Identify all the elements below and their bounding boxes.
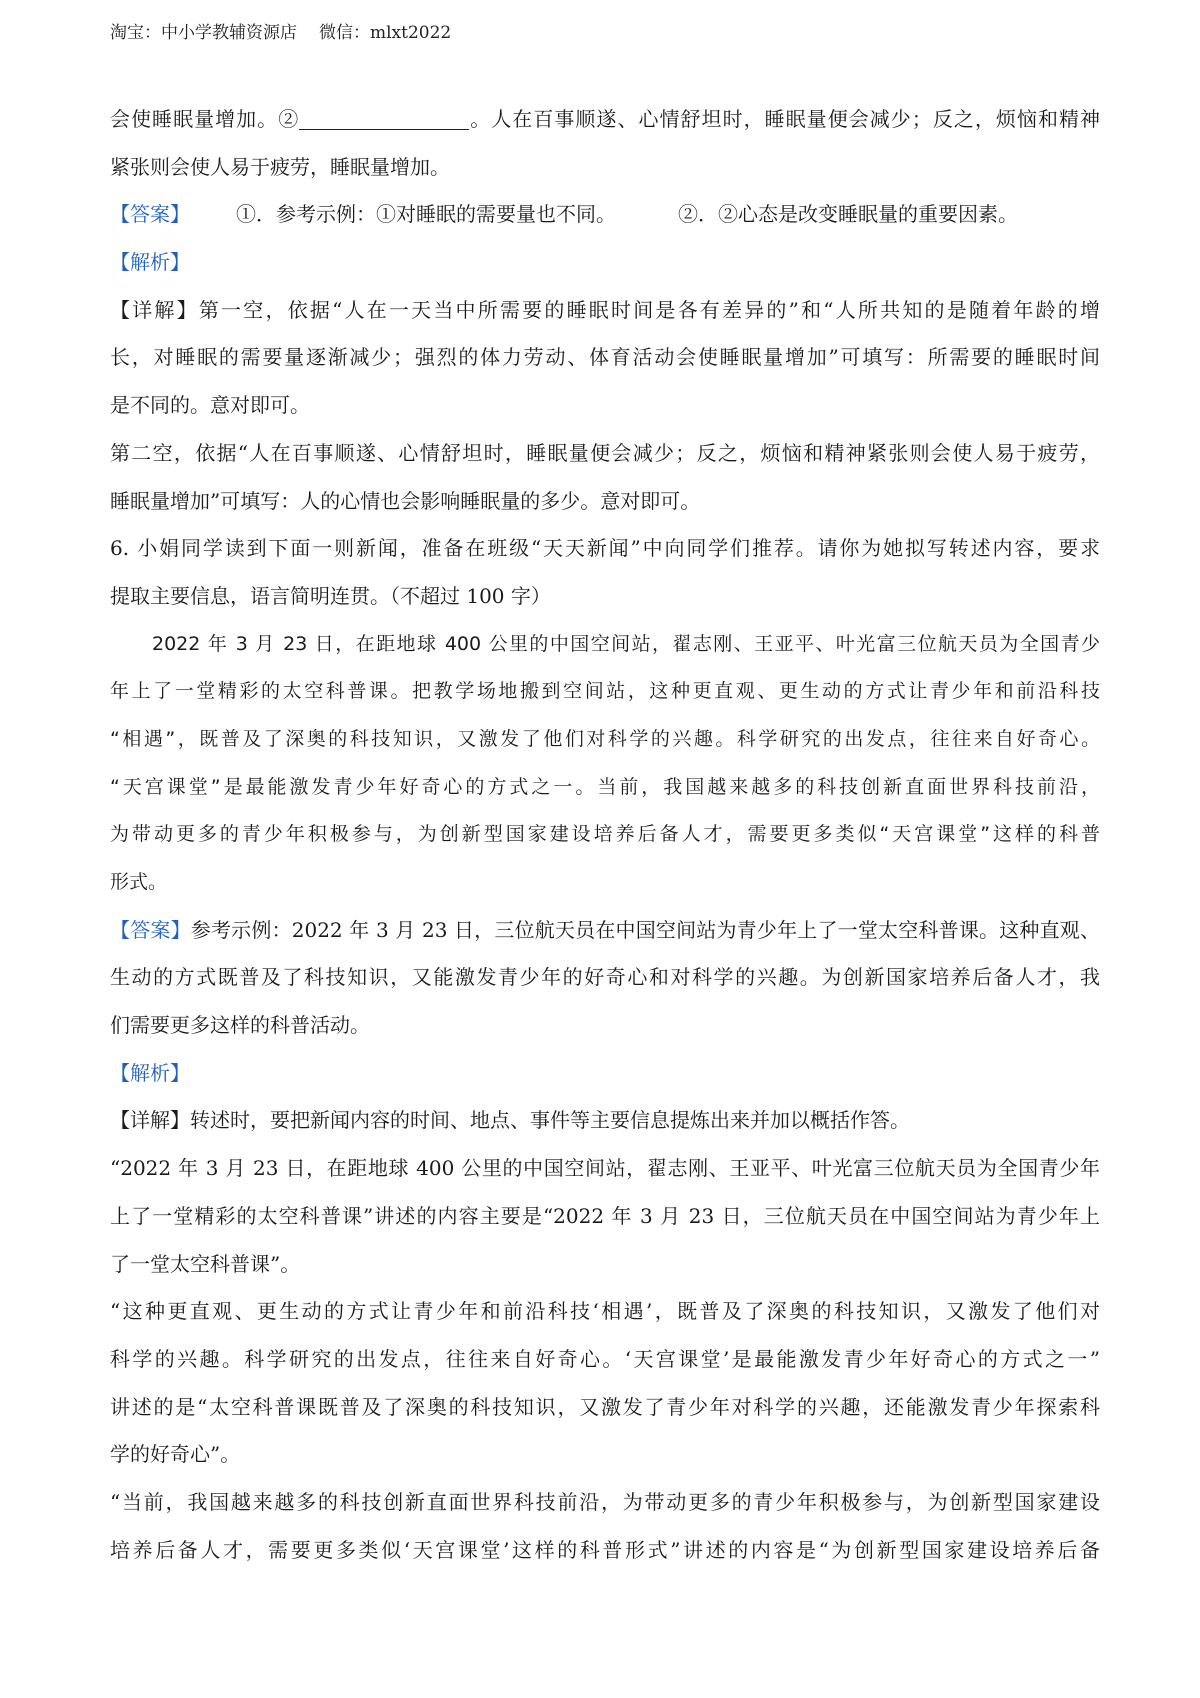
text-line: 上了一堂精彩的太空科普课”讲述的内容主要是“2022 年 3 月 23 日，三位航天员在中国空间站为青少年上 [110, 1203, 1100, 1228]
document-body [110, 96, 1100, 1574]
text-line: 睡眠量增加”可填写：人的心情也会影响睡眠量的多少。意对即可。 [110, 488, 701, 513]
shop-name: 淘宝：中小学教辅资源店 [110, 23, 297, 43]
news-line: 形式。 [110, 871, 168, 893]
text-line: “当前，我国越来越多的科技创新直面世界科技前沿，为带动更多的青少年积极参与，为创新型国家建设 [110, 1489, 1100, 1514]
news-line: “天宫课堂”是最能激发青少年好奇心的方式之一。当前，我国越来越多的科技创新直面世界科技前沿， [110, 775, 1100, 798]
text-line: 会使睡眠量增加。② 。人在百事顺遂、心情舒坦时，睡眠量便会减少；反之，烦恼和精神 [110, 107, 1101, 131]
text-line: 们需要更多这样的科普活动。 [110, 1013, 370, 1038]
wechat-id: 微信：mlxt2022 [319, 23, 452, 43]
page-header [110, 18, 451, 43]
answer-tag: 【答案】 [110, 202, 190, 227]
question-line: 6. 小娟同学读到下面一则新闻，准备在班级“天天新闻”中向同学们推荐。请你为她拟写转述内容，要求 [110, 536, 1100, 561]
text-line: 长，对睡眠的需要量逐渐减少；强烈的体力劳动、体育活动会使睡眠量增加”可填写：所需要的睡眠时间 [110, 345, 1100, 370]
answer-item: ①．参考示例：①对睡眠的需要量也不同。 [236, 202, 616, 227]
news-line: 年上了一堂精彩的太空科普课。把教学场地搬到空间站，这种更直观、更生动的方式让青少年和前沿科技 [110, 680, 1100, 703]
text-line: 【详解】第一空，依据“人在一天当中所需要的睡眠时间是各有差异的”和“人所共知的是随着年龄的增 [110, 297, 1100, 322]
text-line: 【详解】转述时，要把新闻内容的时间、地点、事件等主要信息提炼出来并加以概括作答。 [110, 1108, 910, 1133]
text-line: 学的好奇心”。 [110, 1442, 241, 1467]
news-line: “相遇”，既普及了深奥的科技知识，又激发了他们对科学的兴趣。科学研究的出发点，往往来自好奇心。 [110, 727, 1100, 750]
answer-line: 【答案】参考示例：2022 年 3 月 23 日，三位航天员在中国空间站为青少年上了一堂太空科普课。这种直观、 [110, 917, 1101, 942]
question-line: 提取主要信息，语言简明连贯。（不超过 100 字） [110, 583, 551, 608]
analysis-tag: 【解析】 [110, 1060, 190, 1085]
text-line: 科学的兴趣。科学研究的出发点，往往来自好奇心。‘天宫课堂’是最能激发青少年好奇心的方式之一” [110, 1346, 1100, 1371]
news-line: 为带动更多的青少年积极参与，为创新型国家建设培养后备人才，需要更多类似“天宫课堂”这样的科普 [110, 823, 1100, 846]
fill-blank [299, 107, 469, 130]
text-line: 培养后备人才，需要更多类似‘天宫课堂’这样的科普形式”讲述的内容是“为创新型国家建设培养后备 [110, 1537, 1100, 1562]
text-line: “这种更直观、更生动的方式让青少年和前沿科技‘相遇’，既普及了深奥的科技知识，又激发了他们对 [110, 1299, 1100, 1324]
answer-tag: 【答案】 [110, 917, 191, 942]
answer-item: ②．②心态是改变睡眠量的重要因素。 [678, 202, 1018, 227]
text-line: “2022 年 3 月 23 日，在距地球 400 公里的中国空间站，翟志刚、王亚平、叶光富三位航天员为全国青少年 [110, 1156, 1100, 1181]
news-line: 2022 年 3 月 23 日，在距地球 400 公里的中国空间站，翟志刚、王亚平、叶光富三位航天员为全国青少 [152, 632, 1100, 655]
text-line: 了一堂太空科普课”。 [110, 1251, 301, 1276]
text-line: 是不同的。意对即可。 [110, 393, 310, 418]
analysis-tag: 【解析】 [110, 250, 190, 275]
text-line: 第二空，依据“人在百事顺遂、心情舒坦时，睡眠量便会减少；反之，烦恼和精神紧张则会使人易于疲劳， [110, 440, 1100, 465]
answer-line [110, 191, 1100, 239]
text-line: 讲述的是“太空科普课既普及了深奥的科技知识，又激发了青少年对科学的兴趣，还能激发青少年探索科 [110, 1394, 1100, 1419]
text-line: 紧张则会使人易于疲劳，睡眠量增加。 [110, 154, 450, 179]
text-line: 生动的方式既普及了科技知识，又能激发青少年的好奇心和对科学的兴趣。为创新国家培养后备人才，我 [110, 965, 1100, 990]
